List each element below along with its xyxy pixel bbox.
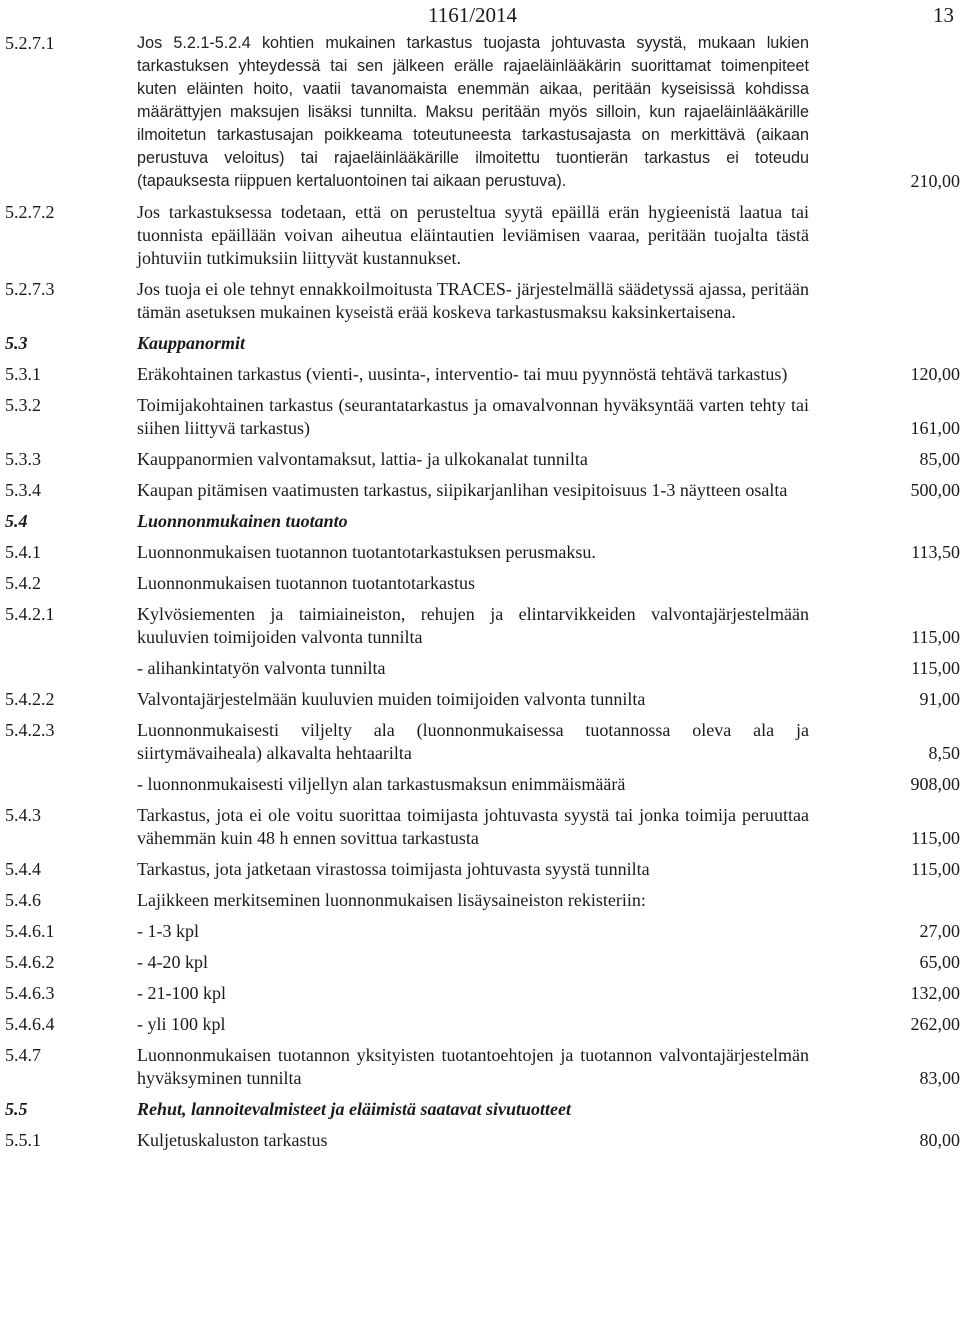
item-description: Valvontajärjestelmään kuuluvien muiden toimijoiden valvonta tunnilta	[137, 689, 646, 709]
fee-row	[5, 479, 960, 502]
fee-row	[5, 657, 960, 680]
fee-row	[5, 773, 960, 796]
item-number: 5.2.7.1	[5, 33, 55, 53]
fee-row	[5, 541, 960, 564]
fee-amount: 113,50	[911, 542, 960, 562]
item-description: - luonnonmukaisesti viljellyn alan tarkastusmaksun enimmäismäärä	[137, 774, 626, 794]
item-description: Tarkastus, jota jatketaan virastossa toimijasta johtuvasta syystä tunnilta	[137, 859, 650, 879]
fee-amount: 8,50	[928, 743, 960, 763]
item-description: Kaupan pitämisen vaatimusten tarkastus, siipikarjanlihan vesipitoisuus 1-3 näytteen osalta	[137, 480, 788, 500]
fee-amount: 27,00	[919, 921, 960, 941]
item-number: 5.4.1	[5, 542, 41, 562]
item-description: Tarkastus, jota ei ole voitu suorittaa toimijasta johtuvasta syystä tai jonka toimija peruuttaa vähemmän kuin 48 h ennen sovittua tarkastusta	[137, 805, 809, 848]
item-description: Kylvösiementen ja taimiaineiston, rehujen ja elintarvikkeiden valvontajärjestelmään kuuluvien toimijoiden valvonta tunnilta	[137, 604, 809, 647]
fee-amount: 132,00	[910, 983, 960, 1003]
fee-row	[5, 1013, 960, 1036]
item-number: 5.4.2.2	[5, 689, 55, 709]
fee-row	[5, 201, 960, 270]
item-description: Luonnonmukaisen tuotannon tuotantotarkastus	[137, 573, 475, 593]
fee-row	[5, 1044, 960, 1090]
fee-row	[5, 603, 960, 649]
item-number: 5.4.3	[5, 805, 41, 825]
fee-amount: 115,00	[911, 859, 960, 879]
item-number: 5.4.2.1	[5, 604, 55, 624]
fee-amount: 91,00	[919, 689, 960, 709]
item-description: Luonnonmukaisen tuotannon yksityisten tuotantoehtojen ja tuotannon valvontajärjestelmän hyväksyminen tunnilta	[137, 1045, 809, 1088]
fee-amount: 500,00	[910, 480, 960, 500]
fee-amount: 120,00	[910, 364, 960, 384]
item-number: 5.4.2.3	[5, 720, 55, 740]
fee-amount: 80,00	[919, 1130, 960, 1150]
item-number: 5.3.1	[5, 364, 41, 384]
fee-row	[5, 448, 960, 471]
fee-row	[5, 688, 960, 711]
fee-row	[5, 719, 960, 765]
fee-amount: 85,00	[919, 449, 960, 469]
item-number: 5.4.6.1	[5, 921, 55, 941]
fee-amount: 65,00	[919, 952, 960, 972]
item-description: - 4-20 kpl	[137, 952, 208, 972]
fee-row	[5, 920, 960, 943]
item-number: 5.3	[5, 333, 28, 353]
item-description: - 1-3 kpl	[137, 921, 199, 941]
document-number: 1161/2014	[428, 3, 518, 27]
fee-amount: 161,00	[910, 418, 960, 438]
item-number: 5.4.7	[5, 1045, 41, 1065]
item-number: 5.3.4	[5, 480, 41, 500]
fee-row	[5, 363, 960, 386]
fee-row	[5, 572, 960, 595]
fee-amount: 115,00	[911, 828, 960, 848]
item-description: Kuljetuskaluston tarkastus	[137, 1130, 328, 1150]
fee-row	[5, 394, 960, 440]
item-number: 5.2.7.2	[5, 202, 55, 222]
fee-row	[5, 889, 960, 912]
item-number: 5.4.6	[5, 890, 41, 910]
item-number: 5.4.6.2	[5, 952, 55, 972]
item-description: Lajikkeen merkitseminen luonnonmukaisen lisäysaineiston rekisteriin:	[137, 890, 646, 910]
item-description: Toimijakohtainen tarkastus (seurantatarkastus ja omavalvonnan hyväksyntää varten tehty tai siihen liittyvä tarkastus)	[137, 395, 809, 438]
fee-amount: 115,00	[911, 658, 960, 678]
fee-amount: 210,00	[910, 171, 960, 191]
fee-amount: 908,00	[910, 774, 960, 794]
item-number: 5.4.2	[5, 573, 41, 593]
item-description: Eräkohtainen tarkastus (vienti-, uusinta-, interventio- tai muu pyynnöstä tehtävä tarkastus)	[137, 364, 788, 384]
item-number: 5.4.6.3	[5, 983, 55, 1003]
item-number: 5.5.1	[5, 1130, 41, 1150]
fee-row	[5, 982, 960, 1005]
item-number: 5.2.7.3	[5, 279, 55, 299]
item-description: - alihankintatyön valvonta tunnilta	[137, 658, 386, 678]
fee-row	[5, 858, 960, 881]
item-description: Luonnonmukaisesti viljelty ala (luonnonmukaisessa tuotannossa oleva ala ja siirtymävaiheala) alkavalta hehtaarilta	[137, 720, 809, 763]
item-number: 5.3.3	[5, 449, 41, 469]
fee-amount: 262,00	[910, 1014, 960, 1034]
fee-row	[5, 1129, 960, 1152]
fee-row	[5, 804, 960, 850]
item-description: - 21-100 kpl	[137, 983, 226, 1003]
page-number: 13	[933, 3, 954, 27]
page-header	[0, 2, 960, 28]
section-title: Luonnonmukainen tuotanto	[137, 511, 348, 531]
section-heading-row	[5, 510, 960, 533]
fee-amount: 115,00	[911, 627, 960, 647]
item-description: Luonnonmukaisen tuotannon tuotantotarkastuksen perusmaksu.	[137, 542, 596, 562]
fee-table	[5, 32, 960, 1160]
section-title: Kauppanormit	[137, 333, 246, 353]
item-description: Kauppanormien valvontamaksut, lattia- ja ulkokanalat tunnilta	[137, 449, 588, 469]
item-description: Jos 5.2.1-5.2.4 kohtien mukainen tarkastus tuojasta johtuvasta syystä, mukaan lukien tarkastuksen yhteydessä tai sen jälkeen erälle rajaeläinlääkärin suorittamat toimenpiteet kuten eläinten hoito, vaatii tavanomaista enemmän aikaa, peritään kyseisissä kohdissa määrättyjen maksujen lisäksi tunnilta. Maksu peritään myös silloin, kun rajaeläinlääkärille ilmoitetun tarkastusajan poikkeama toteutuneesta tarkastusajasta on merkittävä (aikaan perustuva veloitus) tai rajaeläinlääkärille ilmoitettu tuontierän tarkastus ei toteudu (tapauksesta riippuen kertaluontoinen tai aikaan perustuva).	[137, 34, 809, 190]
section-heading-row	[5, 1098, 960, 1121]
item-number: 5.4	[5, 511, 28, 531]
item-number: 5.5	[5, 1099, 28, 1119]
section-title: Rehut, lannoitevalmisteet ja eläimistä saatavat sivutuotteet	[137, 1099, 572, 1119]
item-description: Jos tarkastuksessa todetaan, että on perusteltua syytä epäillä erän hygieenistä laatua tai tuonnista epäillään voivan aiheutua eläintautien leviämisen vaaraa, peritään tuojalta tästä johtuviin tutkimuksiin liittyvät kustannukset.	[137, 202, 809, 268]
section-heading-row	[5, 332, 960, 355]
fee-amount: 83,00	[919, 1068, 960, 1088]
item-number: 5.3.2	[5, 395, 41, 415]
item-number: 5.4.6.4	[5, 1014, 55, 1034]
fee-row	[5, 278, 960, 324]
item-number: 5.4.4	[5, 859, 41, 879]
fee-row	[5, 951, 960, 974]
fee-row	[5, 32, 960, 193]
item-description: - yli 100 kpl	[137, 1014, 226, 1034]
item-description: Jos tuoja ei ole tehnyt ennakkoilmoitusta TRACES- järjestelmällä säädetyssä ajassa, peritään tämän asetuksen mukainen kyseistä erää koskeva tarkastusmaksu kaksinkertaisena.	[137, 279, 809, 322]
